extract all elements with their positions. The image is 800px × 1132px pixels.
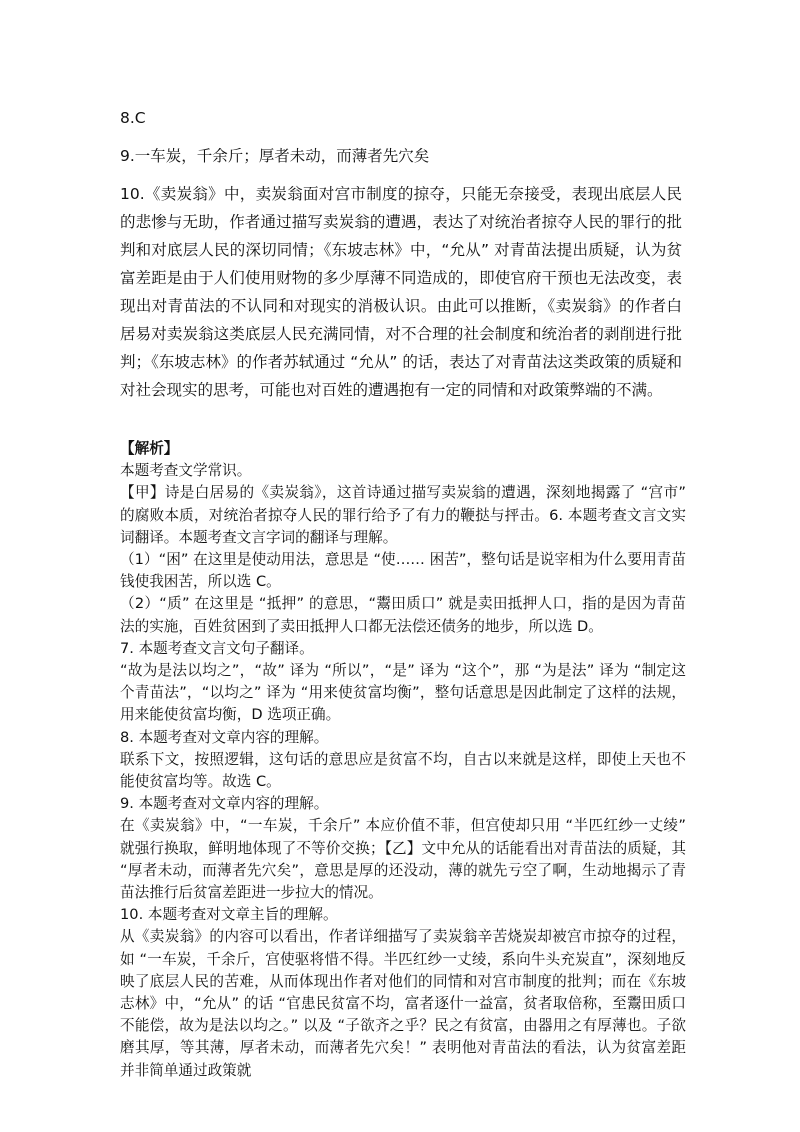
analysis-section [120, 438, 686, 1082]
analysis-line: 7. 本题考查文言文句子翻译。 [120, 639, 314, 657]
analysis-line: 在《卖炭翁》中，“一车炭，千余斤” 本应价值不菲，但宫使却只用 “半匹红纱一丈绫” 就强行换取，鲜明地体现了不等价交换；【乙】文中允从的话能看出对青苗法的质疑，其 “厚者未动，而薄者先穴矣”，意思是厚的还没动，薄的就先亏空了啊，生动地揭示了青苗法推行后贫富差距进一步拉大的情况。 [120, 817, 686, 902]
analysis-line: 10. 本题考查对文章主旨的理解。 [120, 906, 338, 924]
answer-8: 8.C [120, 109, 146, 127]
answer-9: 9.一车炭，千余斤；厚者未动，而薄者先穴矣 [120, 147, 430, 165]
analysis-heading: 【解析】 [120, 440, 179, 457]
analysis-line: 联系下文，按照逻辑，这句话的意思应是贫富不均，自古以来就是这样，即使上天也不能使贫富均等。故选 C。 [120, 750, 686, 791]
answer-10: 10.《卖炭翁》中，卖炭翁面对宫市制度的掠夺，只能无奈接受，表现出底层人民的悲惨与无助，作者通过描写卖炭翁的遭遇，表达了对统治者掠夺人民的罪行的批判和对底层人民的深切同情；《东坡志林》中，“允从” 对青苗法提出质疑，认为贫富差距是由于人们使用财物的多少厚薄不同造成的，即使官府干预也无法改变，表现出对青苗法的不认同和对现实的消极认识。由此可以推断，《卖炭翁》的作者白居易对卖炭翁这类底层人民充满同情，对不合理的社会制度和统治者的剥削进行批判；《东坡志林》的作者苏轼通过 “允从” 的话，表达了对青苗法这类政策的质疑和对社会现实的思考，可能也对百姓的遭遇抱有一定的同情和对政策弊端的不满。 [120, 185, 682, 399]
analysis-line: 本题考查文学常识。 [120, 462, 252, 480]
analysis-line: 从《卖炭翁》的内容可以看出，作者详细描写了卖炭翁辛苦烧炭却被宫市掠夺的过程，如 “一车炭，千余斤，宫使驱将惜不得。半匹红纱一丈绫，系向牛头充炭直”，深刻地反映了底层人民的苦难，从而体现出作者对他们的同情和对宫市制度的批判；而在《东坡志林》中，“允从” 的话 “官患民贫富不均，富者逐什一益富，贫者取倍称，至鬻田质口不能偿，故为是法以均之。” 以及 “子欲齐之乎？民之有贫富，由器用之有厚薄也。子欲磨其厚，等其薄，厚者未动，而薄者先穴矣！” 表明他对青苗法的看法，认为贫富差距并非简单通过政策就 [120, 928, 686, 1079]
analysis-line: 9. 本题考查对文章内容的理解。 [120, 795, 329, 813]
analysis-line: （1）“困” 在这里是使动用法，意思是 “使…… 困苦”，整句话是说宰相为什么要用青苗钱使我困苦，所以选 C。 [120, 551, 686, 591]
analysis-line: 8. 本题考查对文章内容的理解。 [120, 728, 329, 746]
analysis-line: （2）“质” 在这里是 “抵押” 的意思，“鬻田质口” 就是卖田抵押人口，指的是因为青苗法的实施，百姓贫困到了卖田抵押人口都无法偿还债务的地步，所以选 D。 [120, 595, 686, 635]
analysis-line: 【甲】诗是白居易的《卖炭翁》，这首诗通过描写卖炭翁的遭遇，深刻地揭露了 “宫市” 的腐败本质，对统治者掠夺人民的罪行给予了有力的鞭挞与抨击。6. 本题考查文言文实词翻译。本题考查文言字词的翻译与理解。 [120, 484, 686, 546]
answer-section [120, 104, 682, 404]
analysis-line: “故为是法以均之”，“故” 译为 “所以”，“是” 译为 “这个”，那 “为是法” 译为 “制定这个青苗法”，“以均之” 译为 “用来使贫富均衡”，整句话意思是因此制定了这样的法规，用来能使贫富均衡，D 选项正确。 [120, 662, 686, 724]
